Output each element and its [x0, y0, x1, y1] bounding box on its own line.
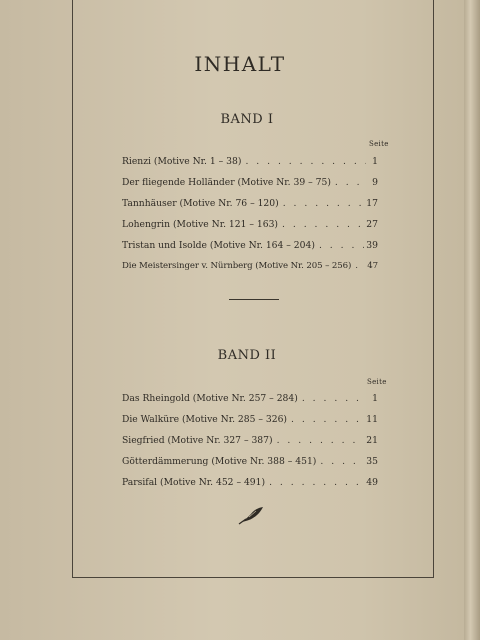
toc-entry[interactable]: [122, 413, 378, 426]
toc-entry-page: 11: [366, 414, 378, 425]
toc-entry-title: Götterdämmerung (Motive Nr. 388 – 451): [122, 456, 317, 467]
toc-entry[interactable]: [122, 218, 378, 231]
page-edge: [464, 0, 480, 640]
dot-leader: [331, 176, 366, 189]
toc-entry-page: 9: [372, 177, 378, 188]
toc-entry-title: Der fliegende Holländer (Motive Nr. 39 – 75): [122, 177, 331, 188]
toc-entry-page: 17: [366, 198, 378, 209]
toc-entry-page: 39: [366, 240, 378, 251]
toc-entry-title: Die Meistersinger v. Nürnberg (Motive Nr. 205 – 256): [122, 261, 352, 271]
toc-entry-page: 27: [366, 219, 378, 230]
toc-entry-page: 35: [366, 456, 378, 467]
toc-entry-title: Lohengrin (Motive Nr. 121 – 163): [122, 219, 279, 230]
toc-entry[interactable]: [122, 476, 378, 489]
toc-entry[interactable]: [122, 455, 378, 468]
dot-leader: [241, 155, 366, 168]
band-2-page-header: Seite: [367, 378, 387, 386]
dot-leader: [287, 413, 364, 426]
toc-entry[interactable]: [122, 392, 378, 405]
dot-leader: [273, 434, 365, 447]
dot-leader: [265, 476, 364, 489]
toc-entry-page: 1: [372, 393, 378, 404]
dot-leader: [298, 392, 366, 405]
toc-entry[interactable]: [122, 197, 378, 210]
toc-entry-title: Das Rheingold (Motive Nr. 257 – 284): [122, 393, 298, 404]
toc-entry-title: Die Walküre (Motive Nr. 285 – 326): [122, 414, 288, 425]
toc-entry-title: Rienzi (Motive Nr. 1 – 38): [122, 156, 242, 167]
toc-entry[interactable]: [122, 260, 378, 273]
toc-entry-title: Tannhäuser (Motive Nr. 76 – 120): [122, 198, 279, 209]
toc-entry-page: 1: [372, 156, 378, 167]
toc-entry-page: 21: [366, 435, 378, 446]
section-divider: [229, 299, 279, 300]
dot-leader: [279, 197, 365, 210]
page-frame: [72, 0, 434, 578]
dot-leader: [351, 260, 365, 273]
toc-entry[interactable]: [122, 434, 378, 447]
toc-entry-title: Tristan und Isolde (Motive Nr. 164 – 204): [122, 240, 315, 251]
band-1-title: BAND I: [220, 112, 274, 127]
toc-entry-title: Siegfried (Motive Nr. 327 – 387): [122, 435, 273, 446]
toc-entry[interactable]: [122, 239, 378, 252]
toc-entry-page: 49: [366, 477, 378, 488]
feather-icon: [237, 505, 265, 525]
toc-entry-page: 47: [367, 261, 378, 271]
toc-entry[interactable]: [122, 155, 378, 168]
dot-leader: [316, 455, 364, 468]
page-title: INHALT: [194, 52, 286, 76]
band-2-title: BAND II: [217, 348, 277, 363]
band-1-page-header: Seite: [369, 140, 389, 148]
dot-leader: [278, 218, 364, 231]
dot-leader: [315, 239, 364, 252]
toc-entry[interactable]: [122, 176, 378, 189]
toc-entry-title: Parsifal (Motive Nr. 452 – 491): [122, 477, 266, 488]
